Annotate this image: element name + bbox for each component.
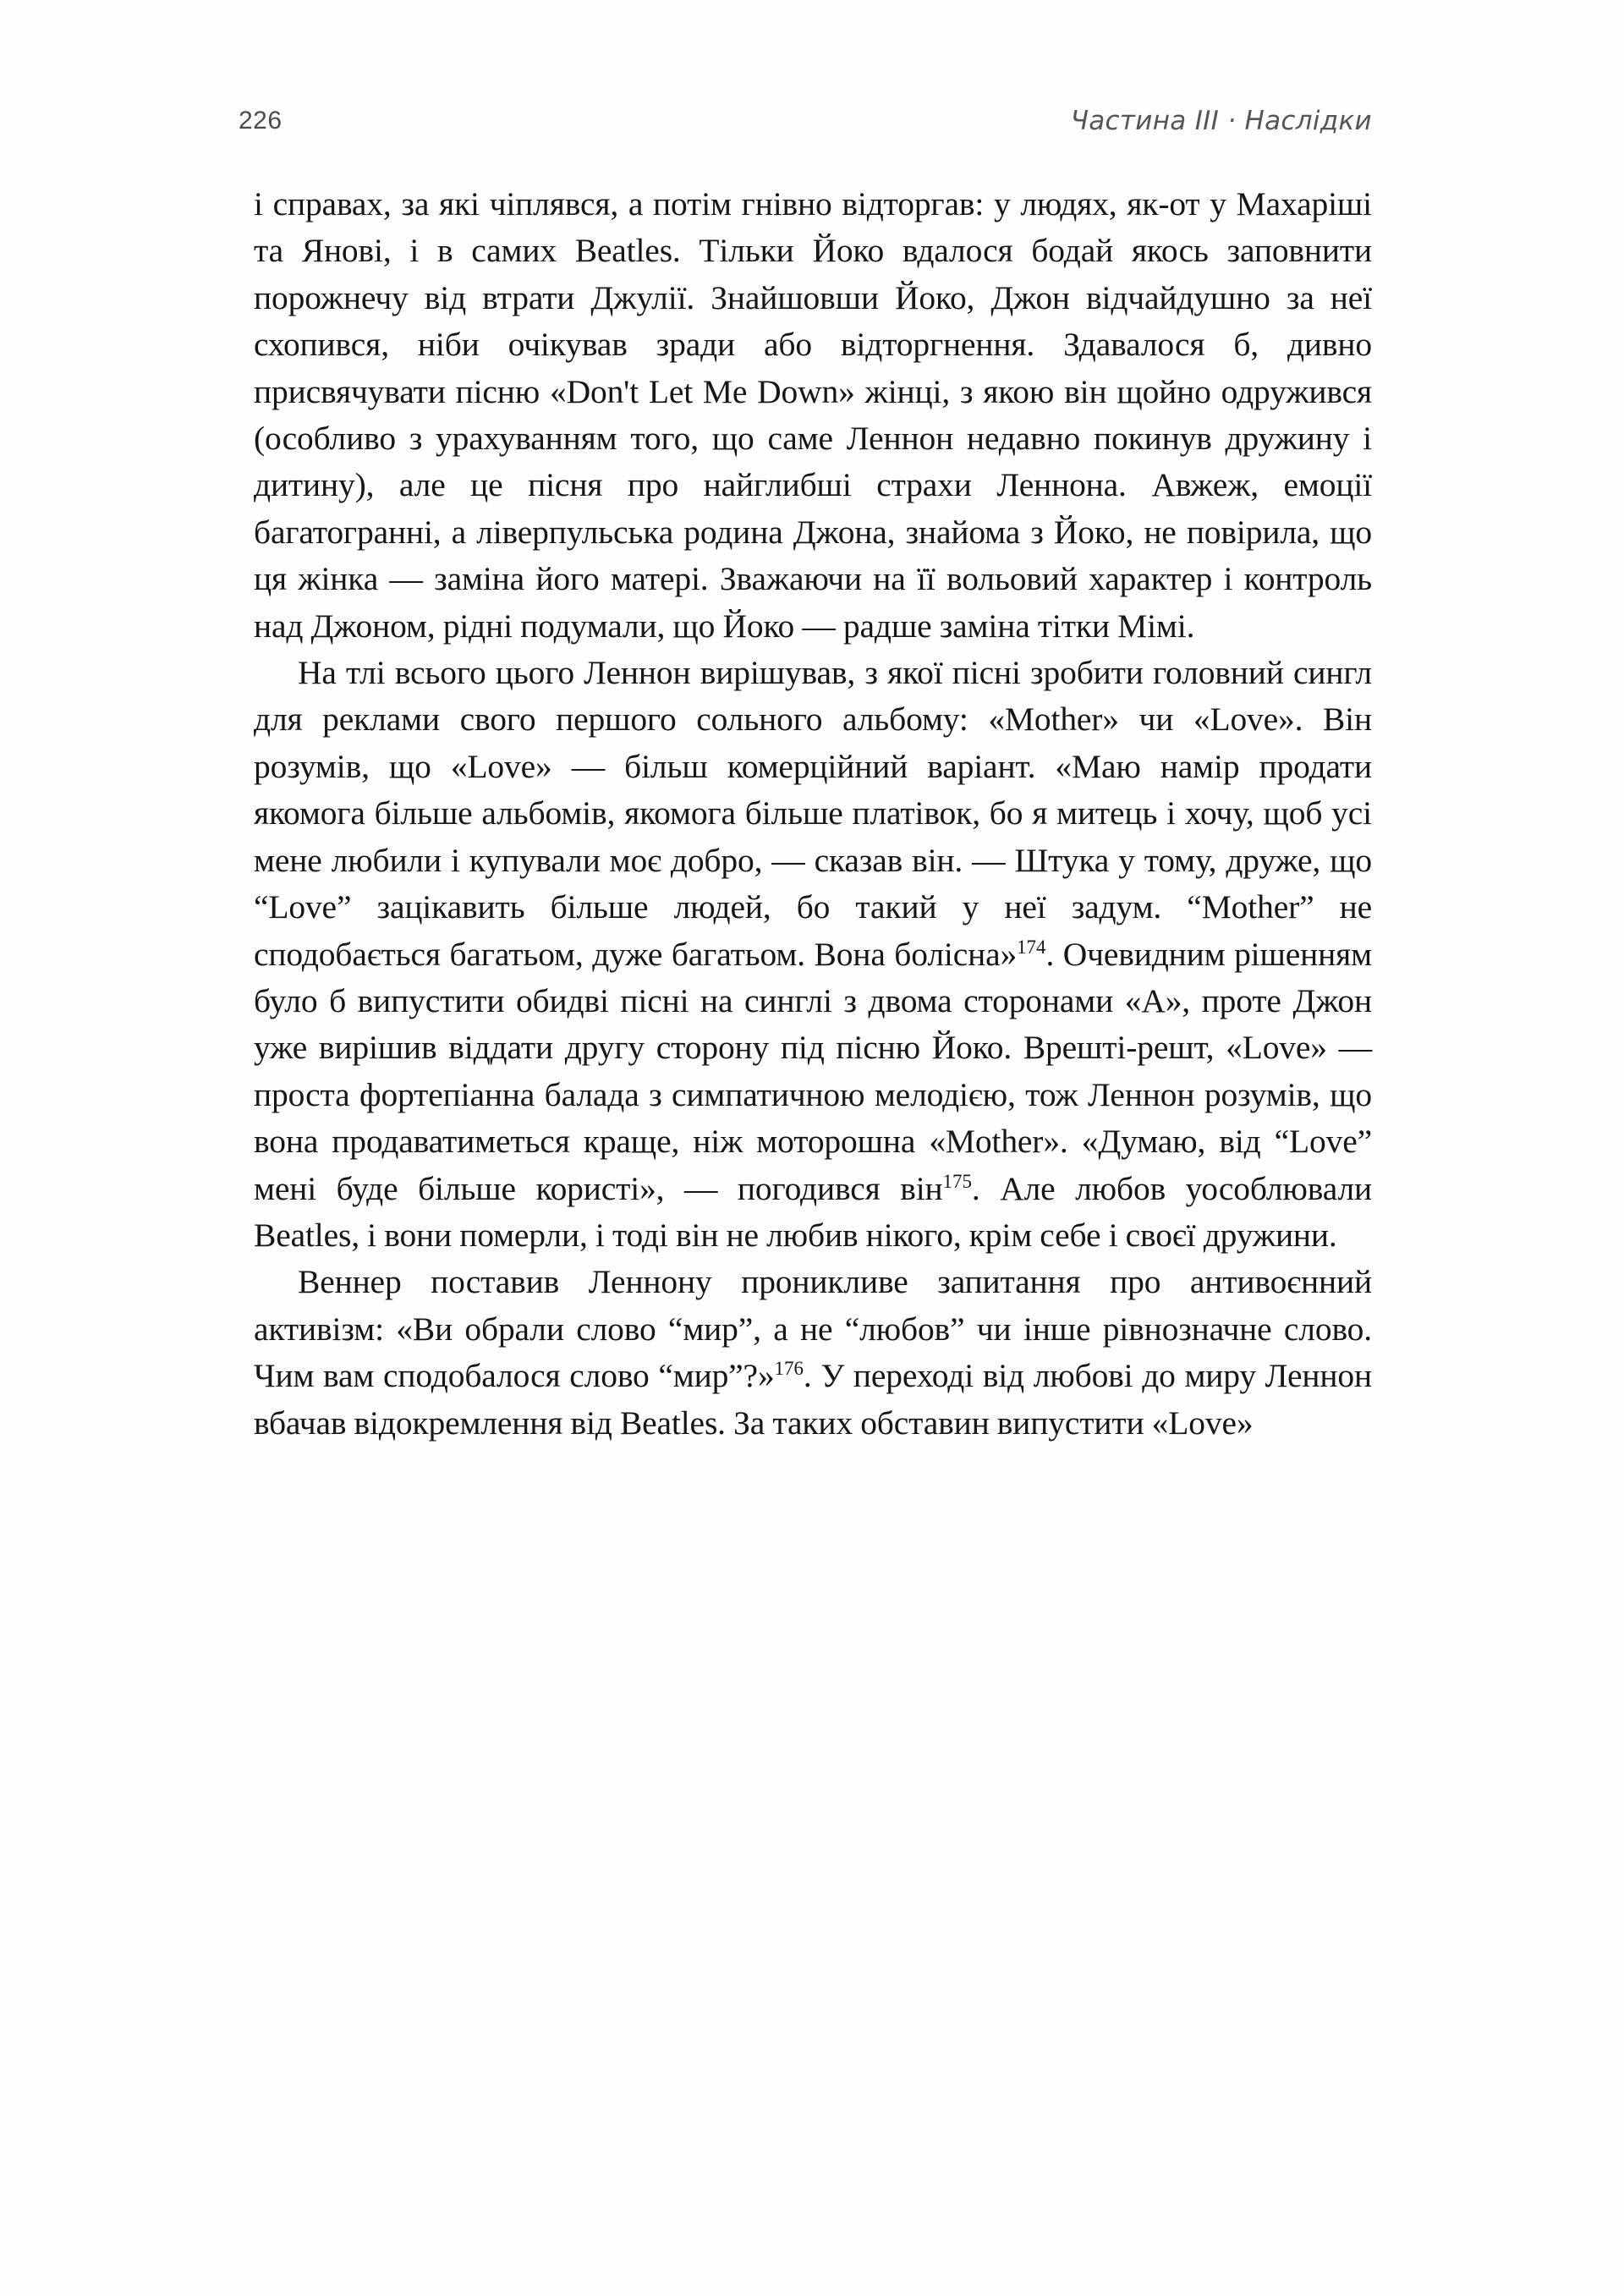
paragraph-2-segment-1: На тлі всього цього Леннон вирішував, з якої пісні зробити головний сингл для реклами свого першого сольного альбому: «Mother» чи «Love». Він розумів, що «Love» — більш комерційний варіант. «Маю намір продати якомога більше альбомів, якомога більше платівок, бо я митець і хочу, щоб усі мене любили і купували моє добро, — сказав він. — Штука у тому, друже, що “Love” зацікавить більше людей, бо такий у неї задум. “Mother” не сподобається багатьом, дуже багатьом. Вона болісна» [254,654,1372,973]
footnote-ref-174[interactable]: 174 [1017,936,1046,958]
running-head [239,106,1372,159]
paragraph-2-segment-2: . Очевидним рішенням було б випустити обидві пісні на синглі з двома сторонами «А», проте Джон уже вирішив віддати другу сторону під пісню Йоко. Врешті-решт, «Love» — проста фортепіанна балада з симпатичною мелодією, тож Леннон розумів, що вона продаватиметься краще, ніж моторошна «Mother». «Думаю, від “Love” мені буде більше користі», — погодився він [254,935,1372,1207]
footnote-ref-176[interactable]: 176 [774,1358,804,1379]
footnote-ref-175[interactable]: 175 [942,1170,972,1192]
paragraph-2-segment-3: . Але любов уособлювали Beatles, і вони померли, і тоді він не любив нікого, крім себе і своєї дружини. [254,1169,1373,1254]
paragraph-2 [254,650,1372,1259]
body-text-block [254,181,1372,1447]
paragraph-3-segment-1: Веннер поставив Леннону проникливе запитання про антивоєнний активізм: «Ви обрали слово “мир”, а не “любов” чи інше рівнозначне слово. Чим вам сподобалося слово “мир”?» [254,1263,1372,1395]
paragraph-1: і справах, за які чіплявся, а потім гнівно відторгав: у людях, як-от у Махаріші та Янові, і в самих Beatles. Тільки Йоко вдалося бодай якось заповнити порожнечу від втрати Джулії. Знайшовши Йоко, Джон відчайдушно за неї схопився, ніби очікував зради або відторгнення. Здавалося б, дивно присвячувати пісню «Don't Let Me Down» жінці, з якою він щойно одружився (особливо з урахуванням того, що саме Леннон недавно покинув дружину і дитину), але це пісня про найглибші страхи Леннона. Авжеж, емоції багатогранні, а ліверпульська родина Джона, знайома з Йоко, не повірила, що ця жінка — заміна його матері. Зважаючи на її вольовий характер і контроль над Джоном, рідні подумали, що Йоко — радше заміна тітки Мімі. [254,185,1372,645]
paragraph-3 [254,1259,1372,1447]
running-head-title: Частина III · Наслідки [1070,106,1372,136]
page-number: 226 [239,107,283,135]
paragraph-3-segment-2: . У переході від любові до миру Леннон вбачав відокремлення від Beatles. За таких обставин випустити «Love» [254,1357,1372,1442]
